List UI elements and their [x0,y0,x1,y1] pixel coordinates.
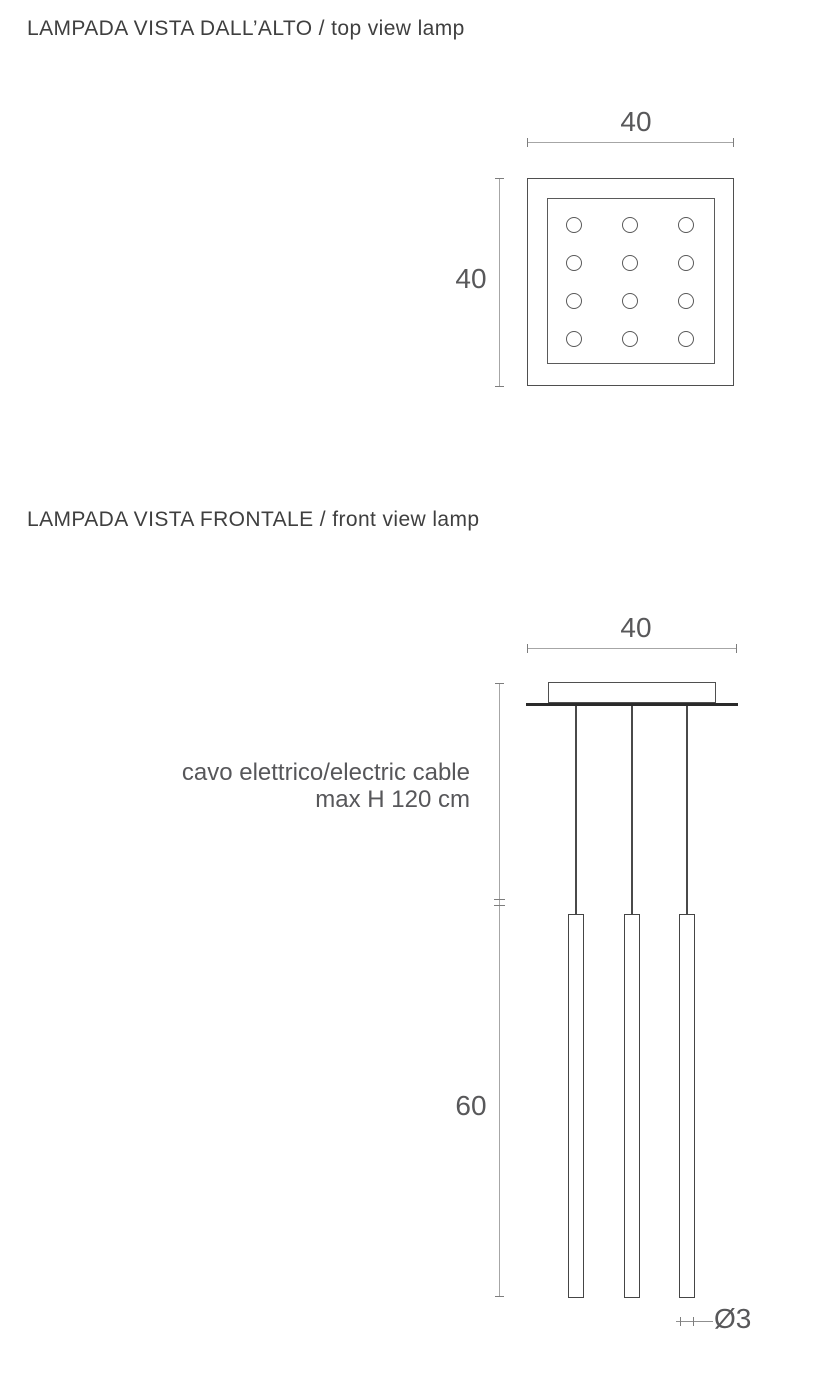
lamp-tube [624,914,640,1298]
suspension-cable [686,706,688,914]
canopy-front-view [548,682,716,703]
top-view-depth-label: 40 [455,263,487,294]
led-grid [548,199,714,363]
led-circle [622,255,638,271]
top-view-depth-dimension-line [499,178,500,387]
led-circle [678,331,694,347]
led-circle [622,331,638,347]
cable-note [182,759,470,813]
lamp-tube [679,914,695,1298]
cable-note-line1: cavo elettrico/electric cable [181,759,470,786]
led-panel-outline [547,198,715,364]
led-circle [566,255,582,271]
led-circle [622,217,638,233]
suspension-cable [631,706,633,914]
led-circle [678,217,694,233]
led-circle [566,293,582,309]
front-view-title: LAMPADA VISTA FRONTALE / front view lamp [27,508,480,531]
top-view-title: LAMPADA VISTA DALL’ALTO / top view lamp [27,17,465,40]
top-view-width-dimension-line [527,142,734,143]
led-circle [566,217,582,233]
tube-diameter-label: Ø3 [714,1303,752,1334]
front-view-width-dimension-line [527,648,737,649]
suspension-cable [575,706,577,914]
cable-note-line2: max H 120 cm [315,786,470,813]
lamp-tube [568,914,584,1298]
front-view-width-label: 40 [620,612,652,643]
dimension-break-tick [494,899,505,906]
tube-height-label: 60 [455,1090,487,1121]
top-view-width-label: 40 [620,106,652,137]
led-circle [678,255,694,271]
tube-diameter-dimension-line [676,1321,713,1322]
led-circle [622,293,638,309]
led-circle [566,331,582,347]
overall-height-dimension-line [499,683,500,1297]
led-circle [678,293,694,309]
